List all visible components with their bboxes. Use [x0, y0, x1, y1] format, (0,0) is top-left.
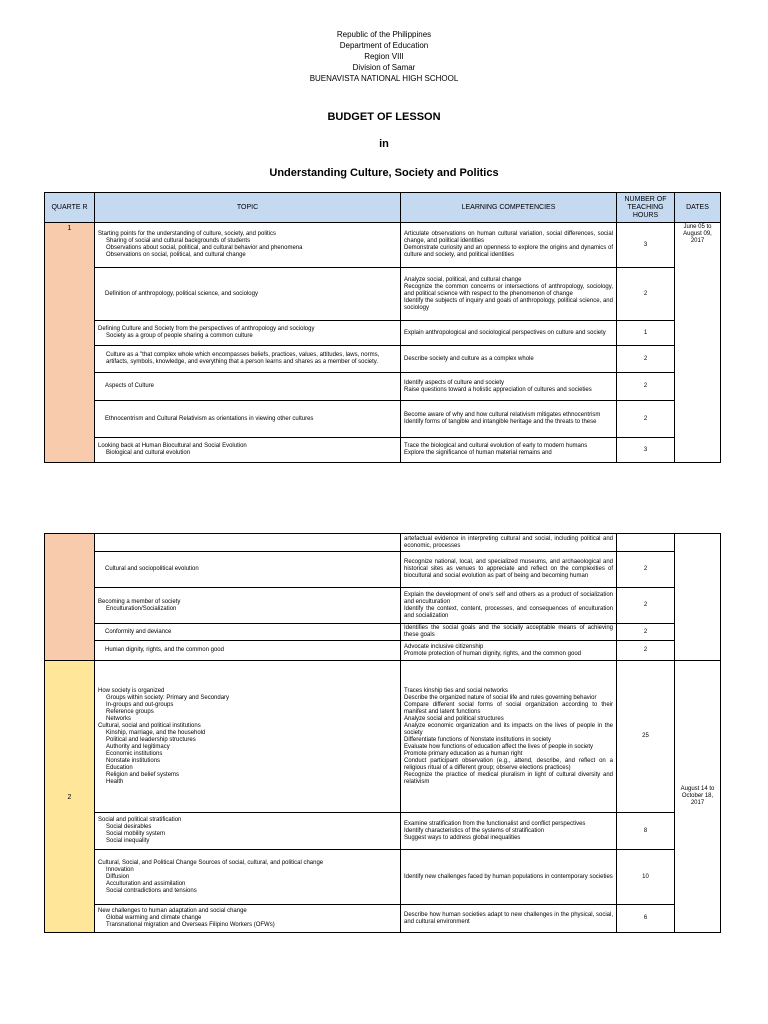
competency-line: Raise questions toward a holistic appreciation of cultures and societies	[404, 386, 592, 393]
topic-line: Groups within society: Primary and Secondary	[106, 694, 230, 701]
hours-cell: 2	[617, 268, 675, 321]
topic-cell	[95, 624, 401, 641]
competency-line: Examine stratification from the functionalist and conflict perspectives	[404, 820, 586, 827]
competency-line: Conduct participant observation (e.g., attend, describe, and reflect on a religious ritual of a different group; observe elections practices)	[404, 757, 613, 771]
letterhead-line: Republic of the Philippines	[336, 30, 432, 39]
topic-line: Starting points for the understanding of culture, society, and politics	[98, 231, 276, 237]
table-row	[45, 813, 721, 850]
competency-line: Traces kinship ties and social networks	[404, 687, 508, 694]
col-topic: TOPIC	[95, 193, 401, 223]
topic-line: Sharing of social and cultural backgrounds of students	[106, 238, 251, 244]
doc-title: BUDGET OF LESSON	[327, 111, 441, 123]
competency-line: Suggest ways to address global inequalities	[404, 834, 521, 841]
hours-cell: 1	[617, 321, 675, 346]
topic-line: Economic institutions	[106, 750, 163, 757]
topic-line: Looking back at Human Biocultural and Social Evolution	[98, 443, 247, 449]
competency-line: Advocate inclusive citizenship	[404, 643, 484, 650]
topic-cell	[95, 438, 401, 463]
competency-line: Identify new challenges faced by human populations in contemporary societies	[404, 873, 613, 880]
competency-line: Recognize the common concerns or intersections of anthropology, sociology, and political science with respect to the phenomenon of change	[404, 283, 613, 297]
budget-table-page1	[44, 192, 721, 463]
topic-line: Religion and belief systems	[106, 771, 180, 778]
table-row	[45, 373, 721, 401]
table-header-row	[45, 193, 721, 223]
col-quarter: QUARTE R	[45, 193, 95, 223]
topic-line: In-groups and out-groups	[106, 701, 174, 708]
competency-cell	[401, 552, 617, 588]
competency-line: Recognize the practice of medical pluralism in light of cultural diversity and relativism	[404, 771, 613, 785]
topic-cell	[95, 401, 401, 438]
table-row	[45, 401, 721, 438]
quarter-cell: 1	[45, 223, 95, 463]
topic-line: Transnational migration and Overseas Filipino Workers (OFWs)	[106, 922, 275, 928]
topic-cell	[95, 588, 401, 624]
hours-cell: 8	[617, 813, 675, 850]
topic-line: Conformity and deviance	[105, 628, 172, 635]
hours-cell: 3	[617, 223, 675, 268]
topic-line: Cultural and sociopolitical evolution	[105, 566, 199, 572]
hours-cell: 2	[617, 624, 675, 641]
competency-line: Explain anthropological and sociological perspectives on culture and society	[404, 329, 606, 336]
topic-line: Definition of anthropology, political science, and sociology	[105, 290, 258, 297]
topic-line: Innovation	[106, 866, 134, 873]
topic-cell	[95, 321, 401, 346]
col-hours: NUMBER OF TEACHING HOURS	[617, 193, 675, 223]
doc-title-in: in	[379, 138, 389, 150]
table-row	[45, 346, 721, 373]
competency-line: Articulate observations on human cultural variation, social differences, social change, and political identities	[404, 231, 613, 244]
hours-cell	[617, 534, 675, 552]
table-row	[45, 534, 721, 552]
competency-cell	[401, 624, 617, 641]
table-row	[45, 641, 721, 661]
table-row	[45, 552, 721, 588]
topic-line: Nonstate institutions	[106, 757, 161, 764]
competency-cell	[401, 346, 617, 373]
topic-line: Social mobility system	[106, 831, 166, 837]
dates-cell-continued	[675, 534, 721, 661]
hours-cell: 2	[617, 641, 675, 661]
competency-cell	[401, 850, 617, 905]
doc-subject: Understanding Culture, Society and Politics	[269, 167, 499, 179]
competency-line: Promote primary education as a human right	[404, 750, 523, 757]
competency-line: Identify the subjects of inquiry and goals of anthropology, political science, and sociology	[404, 297, 613, 311]
topic-line: Networks	[106, 715, 132, 722]
topic-cell	[95, 268, 401, 321]
competency-line: Promote protection of human dignity, rights, and the common good	[404, 650, 581, 657]
hours-cell: 25	[617, 661, 675, 813]
competency-line: Identify characteristics of the systems of stratification	[404, 827, 545, 834]
topic-line: Defining Culture and Society from the perspectives of anthropology and sociology	[98, 326, 315, 332]
school-name: BUENAVISTA NATIONAL HIGH SCHOOL	[309, 74, 459, 83]
topic-line: Society as a group of people sharing a common culture	[106, 333, 253, 339]
competency-line: Trace the biological and cultural evolution of early to modern humans	[404, 443, 588, 449]
competency-line: Demonstrate curiosity and an openness to explore the origins and dynamics of culture and society, and political identities	[404, 245, 613, 258]
topic-line: Human dignity, rights, and the common good	[105, 647, 224, 653]
hours-cell: 10	[617, 850, 675, 905]
topic-line: Reference groups	[106, 708, 154, 715]
competency-cell	[401, 401, 617, 438]
table-row	[45, 588, 721, 624]
hours-cell: 2	[617, 373, 675, 401]
topic-cell	[95, 813, 401, 850]
competency-cell	[401, 373, 617, 401]
competency-line: Identify forms of tangible and intangible heritage and the threats to these	[404, 419, 597, 425]
competency-line: Identifies the social goals and the socially acceptable means of achieving these goals	[404, 625, 613, 638]
hours-cell: 6	[617, 905, 675, 933]
topic-line: Social desirables	[106, 824, 152, 830]
competency-line: Evaluate how functions of education affect the lives of people in society	[404, 743, 594, 750]
competency-line: artefactual evidence in interpreting cultural and social, including political and economic, processes	[404, 535, 613, 549]
competency-cell	[401, 534, 617, 552]
topic-line: Kinship, marriage, and the household	[106, 729, 206, 736]
topic-cell	[95, 534, 401, 552]
topic-cell	[95, 661, 401, 813]
competency-cell	[401, 321, 617, 346]
topic-line: Observations about social, political, and cultural behavior and phenomena	[106, 245, 303, 251]
topic-line: Health	[106, 778, 124, 785]
competency-line: Identify aspects of culture and society	[404, 379, 505, 386]
competency-line: Describe society and culture as a complex whole	[404, 355, 534, 362]
competency-line: Differentiate functions of Nonstate institutions in society	[404, 736, 551, 743]
topic-line: Social contradictions and tensions	[106, 887, 197, 894]
topic-cell	[95, 552, 401, 588]
topic-cell	[95, 905, 401, 933]
table-row	[45, 321, 721, 346]
competency-line: Compare different social forms of social organization according to their manifest and latent functions	[404, 701, 613, 715]
col-dates: DATES	[675, 193, 721, 223]
topic-line: Education	[106, 764, 133, 771]
topic-line: Aspects of Culture	[105, 383, 155, 389]
topic-cell	[95, 346, 401, 373]
table-row	[45, 624, 721, 641]
competency-cell	[401, 813, 617, 850]
topic-line: Cultural, Social, and Political Change Sources of social, cultural, and political change	[98, 859, 324, 866]
topic-line: Social and political stratification	[98, 817, 182, 823]
competency-cell	[401, 268, 617, 321]
table-row	[45, 268, 721, 321]
competency-cell	[401, 661, 617, 813]
topic-line: Enculturation/Socialization	[106, 605, 177, 612]
topic-line: How society is organized	[98, 687, 165, 694]
topic-cell	[95, 641, 401, 661]
topic-cell	[95, 373, 401, 401]
competency-line: Describe how human societies adapt to new challenges in the physical, social, and cultural environment	[404, 911, 613, 925]
topic-line: Culture as a "that complex whole which encompasses beliefs, practices, values, attitudes, laws, norms, artifacts, symbols, knowledge, and everything that a person learns and shares as a member of society.	[106, 352, 380, 365]
topic-line: Authority and legitimacy	[106, 743, 170, 750]
hours-cell: 3	[617, 438, 675, 463]
topic-line: Political and leadership structures	[106, 736, 196, 743]
topic-line: Cultural, social and political institutions	[98, 722, 201, 729]
letterhead-line: Department of Education	[339, 41, 429, 50]
competency-cell	[401, 223, 617, 268]
competency-line: Recognize national, local, and specialized museums, and archaeological and historical sites as venues to appreciate and reflect on the complexities of biocultural and social evolution as part of being and becoming human	[404, 559, 613, 579]
competency-cell	[401, 641, 617, 661]
competency-cell	[401, 438, 617, 463]
competency-line: Analyze social and political structures	[404, 715, 504, 722]
hours-cell: 2	[617, 552, 675, 588]
topic-line: Observations on social, political, and cultural change	[106, 252, 246, 258]
hours-cell: 2	[617, 346, 675, 373]
topic-cell	[95, 850, 401, 905]
dates-cell: August 14 to October 18, 2017	[675, 661, 721, 933]
competency-line: Analyze economic organization and its impacts on the lives of people in the society	[404, 722, 613, 736]
letterhead-line: Division of Samar	[352, 63, 416, 72]
hours-cell: 2	[617, 401, 675, 438]
competency-cell	[401, 588, 617, 624]
topic-line: Acculturation and assimilation	[106, 880, 186, 887]
competency-line: Explore the significance of human material remains and	[404, 450, 552, 456]
topic-line: Ethnocentrism and Cultural Relativism as orientations in viewing other cultures	[105, 415, 314, 422]
letterhead-line: Region VIII	[364, 52, 404, 61]
table-row	[45, 438, 721, 463]
quarter-cell-continued	[45, 534, 95, 661]
competency-cell	[401, 905, 617, 933]
table-row	[45, 661, 721, 813]
competency-line: Identify the context, content, processes, and consequences of enculturation and socialization	[404, 605, 613, 619]
table-row	[45, 850, 721, 905]
topic-line: Becoming a member of society	[98, 598, 181, 605]
hours-cell: 2	[617, 588, 675, 624]
quarter-cell: 2	[45, 661, 95, 933]
competency-line: Explain the development of one's self and others as a product of socialization and enculturation	[404, 591, 613, 605]
dates-cell: June 05 to August 09, 2017	[675, 223, 721, 463]
budget-table-page2	[44, 533, 721, 933]
topic-line: New challenges to human adaptation and social change	[98, 908, 247, 914]
competency-line: Become aware of why and how cultural relativism mitigates ethnocentrism	[404, 412, 601, 418]
topic-line: Biological and cultural evolution	[106, 450, 191, 456]
topic-cell	[95, 223, 401, 268]
competency-line: Describe the organized nature of social life and rules governing behavior	[404, 694, 597, 701]
col-competencies: LEARNING COMPETENCIES	[401, 193, 617, 223]
topic-line: Diffusion	[106, 873, 130, 880]
table-row	[45, 223, 721, 268]
competency-line: Analyze social, political, and cultural change	[404, 276, 522, 283]
topic-line: Social inequality	[106, 838, 150, 844]
letterhead	[0, 29, 768, 84]
table-row	[45, 905, 721, 933]
topic-line: Global warming and climate change	[106, 915, 202, 921]
